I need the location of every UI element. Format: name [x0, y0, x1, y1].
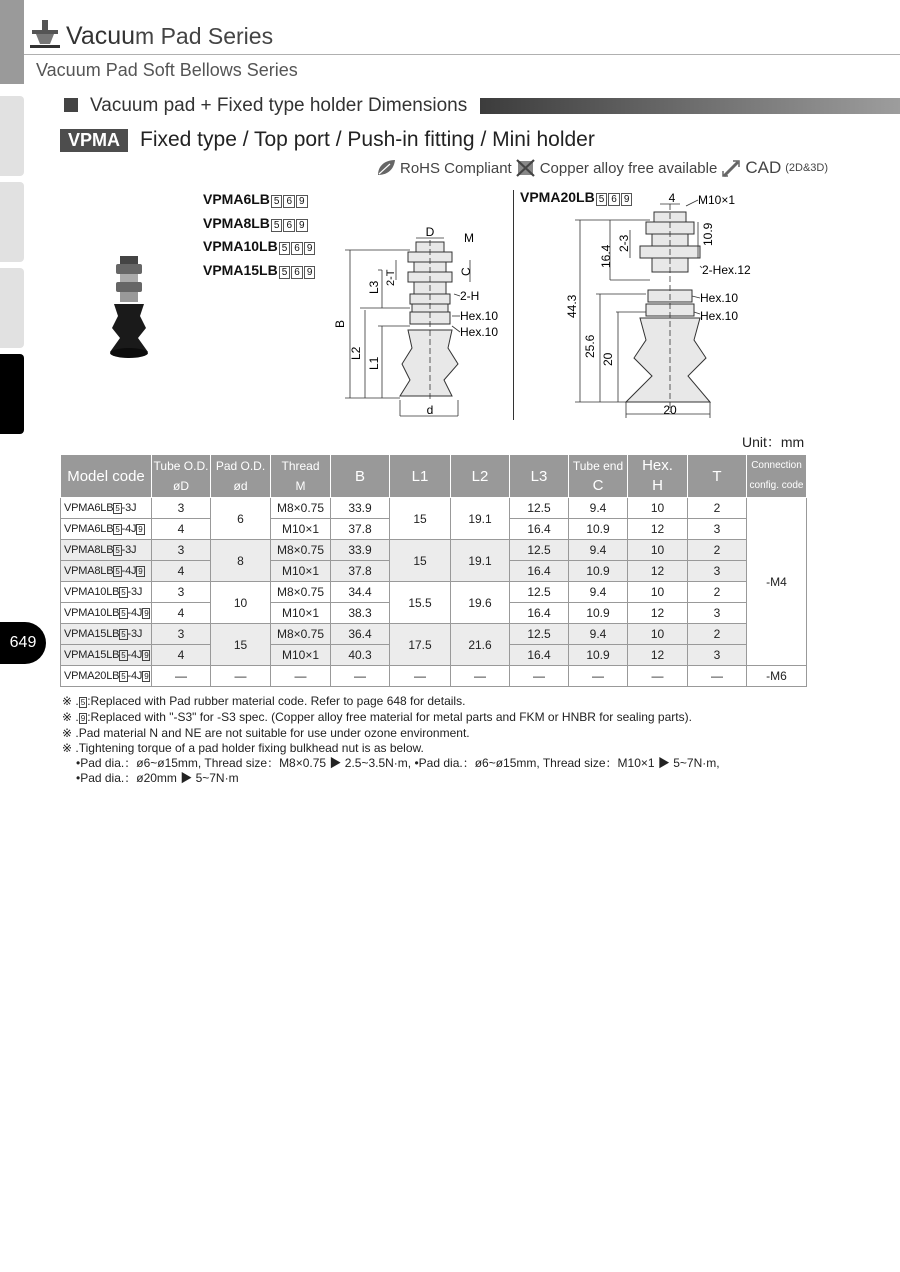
label-L1: L1 [367, 356, 381, 370]
rail-tab-1[interactable] [0, 96, 24, 176]
series-title [66, 22, 273, 51]
model-name [203, 260, 315, 284]
text-span: 9 [304, 242, 316, 255]
text-span: 5 [121, 672, 126, 681]
table-cell: 3 [688, 603, 747, 624]
text-span: -4J [127, 607, 143, 619]
table-cell: 12.5 [510, 624, 569, 645]
conn-m4: -M4 [747, 498, 807, 666]
model-name [203, 213, 315, 237]
table-cell: 10 [628, 624, 688, 645]
table-cell: 16.4 [510, 561, 569, 582]
text-span: :Replaced with "-S3" for -S3 spec. (Copper alloy free material for metal parts and FKM or HNBR for sealing parts). [87, 710, 692, 724]
table-cell: M10×1 [271, 603, 331, 624]
text-span: VPMA10LB [64, 607, 120, 619]
label-44-3: 44.3 [565, 294, 579, 318]
text-span: VPMA8LB [64, 565, 114, 577]
text-span: 5 [115, 525, 120, 534]
text-span: T [712, 467, 722, 485]
text-span: VPMA20LB [64, 670, 120, 682]
text-span: 6 [291, 266, 303, 279]
table-cell: 16.4 [510, 645, 569, 666]
note-2 [62, 710, 720, 726]
text-span: Pad O.D. [215, 459, 266, 473]
text-span: 5 [80, 698, 86, 707]
table-cell: 40.3 [331, 645, 390, 666]
text-span: 5 [271, 195, 283, 208]
text-span: 5 [121, 630, 126, 639]
drawing-divider [513, 190, 514, 420]
table-cell: 10.9 [569, 519, 628, 540]
text-span: 5 [121, 588, 126, 597]
text-span: Model code [67, 467, 145, 485]
label-d: d [426, 403, 434, 417]
text-span: VPMA15LB [64, 649, 120, 661]
table-cell: 3 [152, 498, 211, 519]
table-cell: M8×0.75 [271, 582, 331, 603]
table-cell: 3 [688, 519, 747, 540]
text-span: -3J [121, 502, 137, 514]
text-span: 5 [279, 242, 291, 255]
table-row [61, 666, 807, 687]
text-span: VPMA15LB [64, 628, 120, 640]
table-row [61, 582, 807, 603]
text-span: 5 [121, 651, 126, 660]
model-name [203, 189, 315, 213]
text-span: ød [233, 479, 248, 493]
table-cell: 19.1 [451, 540, 510, 582]
table-cell: M8×0.75 [271, 624, 331, 645]
note-6: •Pad dia.：ø20mm ▶ 5~7N·m [76, 771, 239, 785]
text-span: øD [173, 479, 189, 493]
label-hex1: Hex.10 [460, 309, 499, 323]
note-4: ※ .Tightening torque of a pad holder fixing bulkhead nut is as below. [62, 741, 424, 755]
label-H: 2-H [460, 289, 480, 303]
product-photo [100, 252, 160, 364]
table-cell: 10 [628, 540, 688, 561]
label-top-4: 4 [668, 191, 676, 205]
drawing-right [560, 190, 770, 422]
th-pad-od [211, 455, 271, 498]
text-span: VPMA20LB [520, 189, 595, 205]
rail-tab-2[interactable] [0, 182, 24, 262]
label-L2: L2 [349, 346, 363, 360]
table-cell: 4 [152, 519, 211, 540]
series-subtitle: Vacuum Pad Soft Bellows Series [36, 60, 298, 80]
table-cell: M8×0.75 [271, 498, 331, 519]
text-span: VPMA6LB [64, 523, 114, 535]
drawing-left [330, 220, 510, 420]
copper-free-label: Copper alloy free available [539, 159, 718, 177]
text-span: Hex. [642, 457, 673, 474]
model-list-left [203, 189, 315, 283]
text-span: :Replaced with Pad rubber material code. Refer to page 648 for details. [87, 694, 466, 708]
text-span: 9 [138, 525, 143, 534]
table-cell: M10×1 [271, 645, 331, 666]
table-cell: 12.5 [510, 498, 569, 519]
table-cell: 10 [211, 582, 271, 624]
th-L2 [451, 455, 510, 498]
th-tube-od [152, 455, 211, 498]
text-span: 9 [144, 672, 149, 681]
unit-label: Unit：mm [742, 434, 805, 450]
table-cell [61, 624, 152, 645]
text-span: 9 [296, 195, 308, 208]
table-cell: 3 [152, 540, 211, 561]
table-cell: — [569, 666, 628, 687]
text-span: 6 [608, 193, 620, 206]
table-cell: 10 [628, 498, 688, 519]
table-cell [61, 540, 152, 561]
label-D: D [425, 225, 435, 239]
text-span: VPMA8LB [64, 544, 114, 556]
table-cell: 12.5 [510, 582, 569, 603]
note-5: •Pad dia.：ø6~ø15mm, Thread size：M8×0.75 ▶ 2.5~3.5N·m, •Pad dia.：ø6~ø15mm, Thread size：M10×1 ▶ 5~7N·m, [76, 756, 720, 770]
table-cell: 10 [628, 582, 688, 603]
table-header [61, 455, 807, 498]
text-span: M [295, 479, 306, 493]
vpma-badge: VPMA [60, 129, 128, 152]
label-2-3: 2-3 [617, 234, 631, 252]
table-cell: 36.4 [331, 624, 390, 645]
table-cell: — [628, 666, 688, 687]
text-span: 6 [283, 219, 295, 232]
text-span: VPMA10LB [64, 586, 120, 598]
text-span: -3J [127, 586, 143, 598]
text-span: 9 [80, 714, 86, 723]
section-title: Vacuum pad + Fixed type holder Dimensions [90, 95, 468, 116]
label-B: B [333, 319, 347, 328]
th-model [61, 455, 152, 498]
table-cell: 2 [688, 624, 747, 645]
compliance-row [376, 158, 828, 178]
th-T [688, 455, 747, 498]
text-span: L1 [411, 467, 429, 485]
text-span: Tube end [572, 459, 624, 473]
text-span: Connection [751, 460, 802, 471]
text-span: 5 [115, 567, 120, 576]
table-cell: 9.4 [569, 582, 628, 603]
table-cell [61, 519, 152, 540]
table-cell [61, 645, 152, 666]
text-span: 9 [138, 567, 143, 576]
table-cell: 12 [628, 519, 688, 540]
cad-icon [721, 159, 741, 177]
text-span: 6 [291, 242, 303, 255]
table-cell: 2 [688, 582, 747, 603]
text-span: VPMA10LB [203, 238, 278, 254]
cad-label: CAD [745, 158, 782, 177]
table-cell: 12 [628, 645, 688, 666]
table-cell: 37.8 [331, 561, 390, 582]
text-span: L3 [530, 467, 548, 485]
text-span: H [652, 477, 663, 494]
conn-m6: -M6 [747, 666, 807, 687]
table-cell: 6 [211, 498, 271, 540]
text-span: Vacuu [66, 22, 136, 50]
table-cell: 17.5 [390, 624, 451, 666]
table-cell: 3 [688, 645, 747, 666]
text-span: -3J [127, 628, 143, 640]
text-span: -3J [121, 544, 137, 556]
table-cell: — [211, 666, 271, 687]
label-M: M [464, 231, 474, 245]
text-span: 9 [621, 193, 633, 206]
table-cell: 12.5 [510, 540, 569, 561]
label-10-9: 10.9 [701, 222, 715, 246]
label-L3: L3 [367, 280, 381, 294]
text-span: 9 [296, 219, 308, 232]
note-1 [62, 694, 720, 710]
note-3: ※ .Pad material N and NE are not suitable for use under ozone environment. [62, 726, 470, 740]
text-span: 5 [596, 193, 608, 206]
table-cell: — [390, 666, 451, 687]
table-cell: 38.3 [331, 603, 390, 624]
table-cell: 10.9 [569, 645, 628, 666]
table-cell: 3 [152, 582, 211, 603]
table-cell: 16.4 [510, 603, 569, 624]
table-cell: 9.4 [569, 498, 628, 519]
vacuum-pad-icon [30, 20, 60, 50]
th-L1 [390, 455, 451, 498]
label-hex10-a: Hex.10 [700, 291, 739, 305]
table-cell: 15.5 [390, 582, 451, 624]
text-span: VPMA8LB [203, 214, 270, 231]
rohs-label: RoHS Compliant [400, 159, 512, 177]
text-span: -4J [121, 523, 137, 535]
table-cell [61, 582, 152, 603]
table-cell: 15 [390, 498, 451, 540]
table-cell: M10×1 [271, 519, 331, 540]
table-cell: — [451, 666, 510, 687]
rail-tab-3[interactable] [0, 268, 24, 348]
table-cell: 16.4 [510, 519, 569, 540]
table-cell: 12 [628, 561, 688, 582]
table-cell: 33.9 [331, 540, 390, 561]
table-cell: 10.9 [569, 603, 628, 624]
label-T: 2-T [385, 269, 397, 286]
table-cell: — [271, 666, 331, 687]
text-span: VPMA6LB [203, 191, 270, 207]
table-cell [61, 498, 152, 519]
table-row [61, 624, 807, 645]
label-C: C [459, 267, 473, 276]
cad-note: (2D&3D) [785, 162, 829, 174]
th-conn [747, 455, 807, 498]
rail-top-block [0, 0, 24, 84]
text-span: m Pad Series [135, 23, 274, 49]
table-cell [61, 561, 152, 582]
text-span: 9 [144, 609, 149, 618]
th-hex [628, 455, 688, 498]
table-cell: 15 [390, 540, 451, 582]
table-cell: 3 [152, 624, 211, 645]
text-span: 5 [121, 609, 126, 618]
label-16-4: 16.4 [599, 244, 613, 268]
header-divider [24, 54, 900, 55]
table-cell: M10×1 [271, 561, 331, 582]
table-cell: 33.9 [331, 498, 390, 519]
table-cell: — [152, 666, 211, 687]
table-cell: 9.4 [569, 540, 628, 561]
table-cell: 15 [211, 624, 271, 666]
text-span: config. code [749, 480, 804, 491]
table-cell: M8×0.75 [271, 540, 331, 561]
table-cell [61, 666, 152, 687]
table-cell: — [510, 666, 569, 687]
table-cell: 34.4 [331, 582, 390, 603]
text-span: 5 [271, 219, 283, 232]
section-bullet [64, 98, 78, 112]
table-cell: 4 [152, 561, 211, 582]
text-span: VPMA15LB [203, 261, 278, 278]
table-cell: 2 [688, 540, 747, 561]
label-hex12: 2-Hex.12 [702, 263, 751, 277]
rail-tab-active[interactable] [0, 354, 24, 434]
table-cell: 9.4 [569, 624, 628, 645]
table-cell: — [331, 666, 390, 687]
text-span: Tube O.D. [153, 459, 209, 473]
model-name [203, 236, 315, 260]
text-span: 5 [115, 546, 120, 555]
label-20-v: 20 [601, 352, 615, 366]
text-span: -4J [127, 670, 143, 682]
text-span: ※ . [62, 694, 79, 708]
label-25-6: 25.6 [583, 334, 597, 358]
table-cell: — [688, 666, 747, 687]
label-hex2: Hex.10 [460, 325, 499, 339]
product-heading: Fixed type / Top port / Push-in fitting / Mini holder [140, 128, 595, 151]
text-span: 9 [304, 266, 316, 279]
text-span: 5 [279, 266, 291, 279]
table-cell: 8 [211, 540, 271, 582]
table-row [61, 540, 807, 561]
label-20-bottom: 20 [663, 403, 677, 417]
text-span: L2 [471, 467, 489, 485]
table-cell: 19.6 [451, 582, 510, 624]
table-cell [61, 603, 152, 624]
th-B [331, 455, 390, 498]
table-cell: 4 [152, 603, 211, 624]
text-span: 9 [144, 651, 149, 660]
table-cell: 19.1 [451, 498, 510, 540]
text-span: VPMA6LB [64, 502, 114, 514]
table-cell: 10.9 [569, 561, 628, 582]
table-cell: 2 [688, 498, 747, 519]
text-span: -4J [127, 649, 143, 661]
text-span: C [592, 477, 604, 494]
text-span: B [354, 467, 365, 485]
section-gradient-bar [480, 98, 900, 114]
label-thread: M10×1 [698, 193, 736, 207]
th-thread [271, 455, 331, 498]
text-span: 5 [115, 504, 120, 513]
th-tube-end [569, 455, 628, 498]
text-span: 6 [283, 195, 295, 208]
table-cell: 37.8 [331, 519, 390, 540]
dimensions-table [60, 454, 807, 687]
table-cell: 4 [152, 645, 211, 666]
leaf-icon [376, 159, 396, 177]
table-cell: 12 [628, 603, 688, 624]
label-hex10-b: Hex.10 [700, 309, 739, 323]
text-span: -4J [121, 565, 137, 577]
text-span: ※ . [62, 710, 79, 724]
page-number: 649 [0, 622, 46, 664]
text-span: Thread [281, 459, 320, 473]
table-cell: 21.6 [451, 624, 510, 666]
th-L3 [510, 455, 569, 498]
table-row [61, 498, 807, 519]
copper-free-icon [516, 159, 536, 177]
table-cell: 3 [688, 561, 747, 582]
notes [62, 694, 720, 786]
